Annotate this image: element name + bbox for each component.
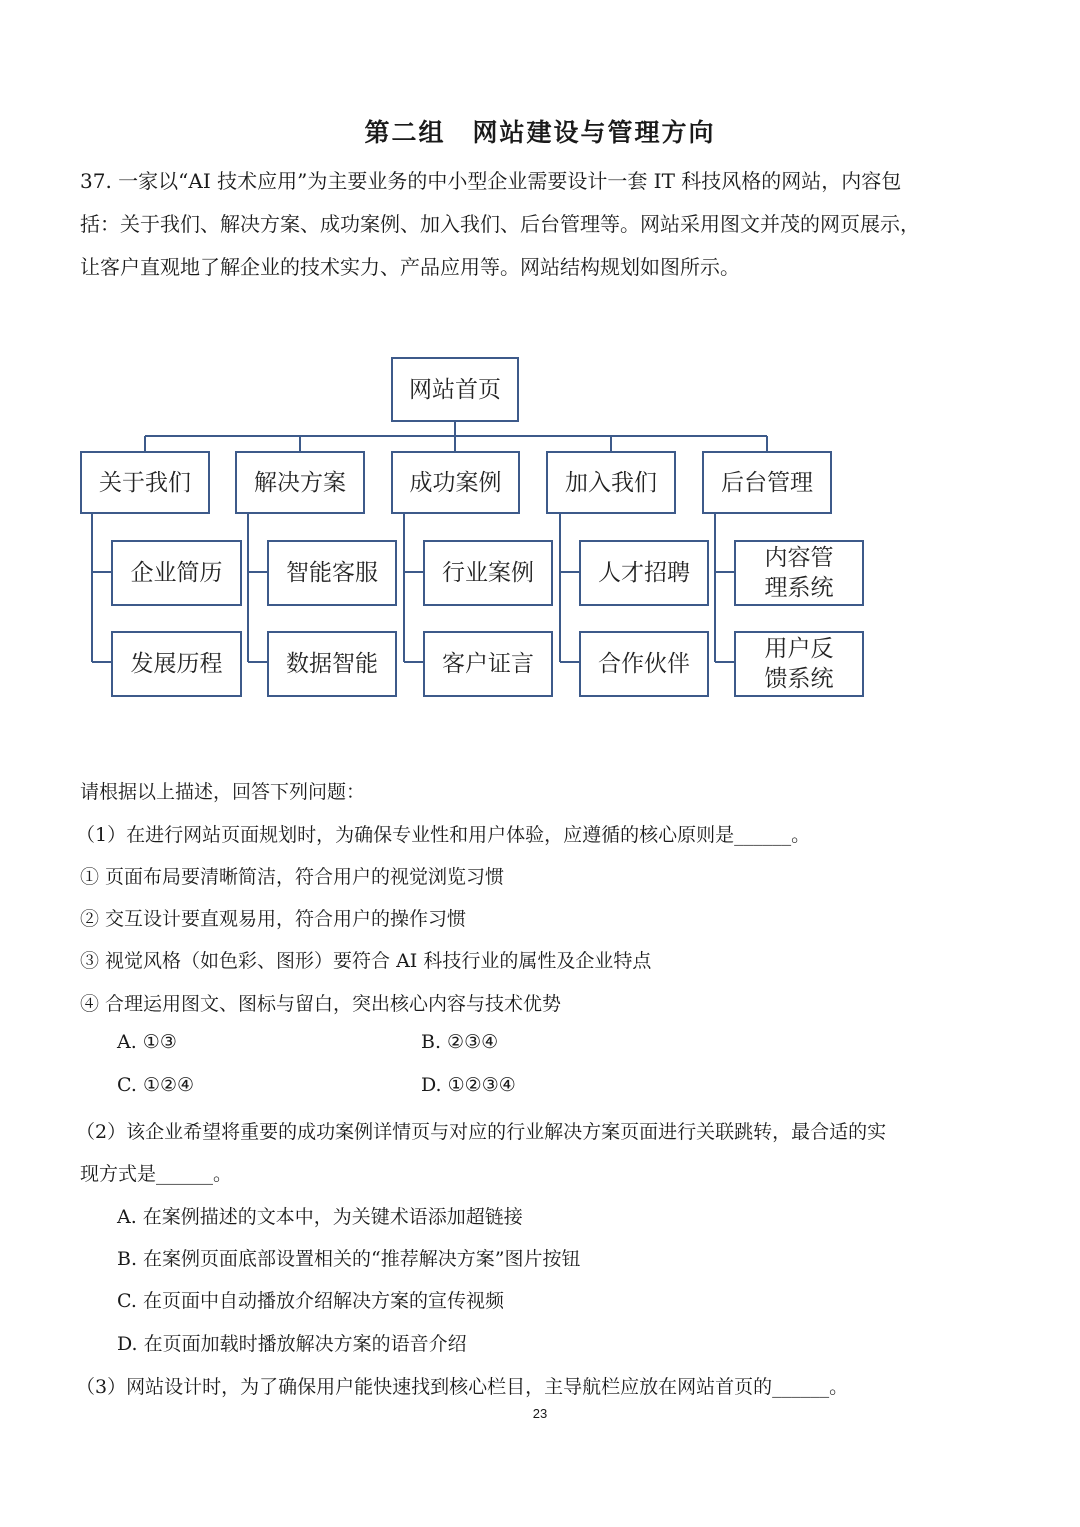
q3-stem: （3）网站设计时，为了确保用户能快速找到核心栏目，主导航栏应放在网站首页的______。 xyxy=(76,1376,849,1398)
node-page: 用户反馈系统 xyxy=(734,631,864,697)
node-category: 成功案例 xyxy=(391,451,520,514)
intro-line: 让客户直观地了解企业的技术实力、产品应用等。网站结构规划如图所示。 xyxy=(80,255,740,279)
q1-option-c: C. ①②④ xyxy=(117,1074,195,1096)
node-category: 后台管理 xyxy=(702,451,832,514)
q1-item: ③ 视觉风格（如色彩、图形）要符合 AI 科技行业的属性及企业特点 xyxy=(80,950,652,972)
q1-item: ④ 合理运用图文、图标与留白，突出核心内容与技术优势 xyxy=(80,993,562,1015)
node-page: 企业简历 xyxy=(111,540,242,606)
node-page: 内容管理系统 xyxy=(734,540,864,606)
q2-option-d: D. 在页面加载时播放解决方案的语音介绍 xyxy=(117,1333,467,1355)
node-page: 数据智能 xyxy=(267,631,397,697)
node-category: 加入我们 xyxy=(546,451,676,514)
q1-option-b: B. ②③④ xyxy=(421,1031,499,1053)
questions-prompt: 请根据以上描述，回答下列问题： xyxy=(80,781,366,803)
node-page: 合作伙伴 xyxy=(579,631,709,697)
q1-item: ① 页面布局要清晰简洁，符合用户的视觉浏览习惯 xyxy=(80,866,505,888)
node-page: 行业案例 xyxy=(423,540,553,606)
q1-stem: （1）在进行网站页面规划时，为确保专业性和用户体验，应遵循的核心原则是______。 xyxy=(76,824,811,846)
node-category: 解决方案 xyxy=(235,451,365,514)
intro-line: 括：关于我们、解决方案、成功案例、加入我们、后台管理等。网站采用图文并茂的网页展示， xyxy=(80,212,920,236)
node-category: 关于我们 xyxy=(80,451,210,514)
q1-item: ② 交互设计要直观易用，符合用户的操作习惯 xyxy=(80,908,467,930)
intro-line: 37. 一家以“AI 技术应用”为主要业务的中小型企业需要设计一套 IT 科技风格的网站，内容包 xyxy=(80,169,902,193)
node-page: 客户证言 xyxy=(423,631,553,697)
q2-option-c: C. 在页面中自动播放介绍解决方案的宣传视频 xyxy=(117,1290,504,1312)
node-page: 智能客服 xyxy=(267,540,397,606)
q1-option-a: A. ①③ xyxy=(117,1031,177,1053)
q2-option-b: B. 在案例页面底部设置相关的“推荐解决方案”图片按钮 xyxy=(117,1248,581,1270)
site-structure-diagram xyxy=(0,340,1080,710)
node-page: 人才招聘 xyxy=(579,540,709,606)
q2-stem-line1: （2）该企业希望将重要的成功案例详情页与对应的行业解决方案页面进行关联跳转，最合适的实 xyxy=(76,1121,887,1143)
section-title: 第二组 网站建设与管理方向 xyxy=(364,118,716,147)
node-page: 发展历程 xyxy=(111,631,242,697)
q2-option-a: A. 在案例描述的文本中，为关键术语添加超链接 xyxy=(117,1206,523,1228)
question-37-intro xyxy=(80,160,1010,289)
q1-option-d: D. ①②③④ xyxy=(421,1074,516,1096)
q2-stem-line2: 现方式是______。 xyxy=(80,1163,233,1185)
node-root: 网站首页 xyxy=(391,357,519,422)
page-number: 23 xyxy=(532,1406,548,1421)
